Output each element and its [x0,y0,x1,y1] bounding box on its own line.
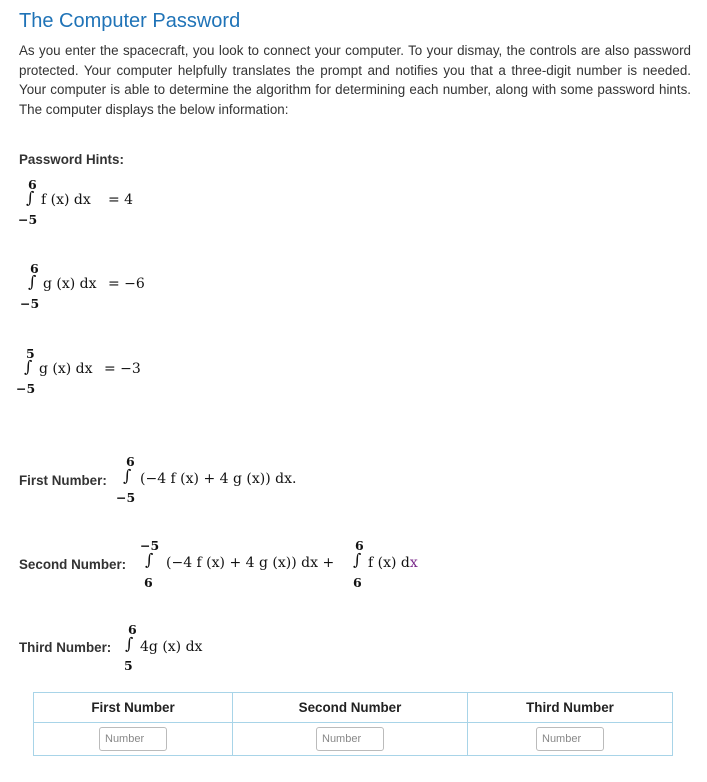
hint-1-upper-limit: 6 [28,177,37,192]
first-number-input[interactable] [99,727,167,751]
first-number-cell [34,723,233,756]
hint-2-lower-limit: −5 [20,296,40,311]
third-number-input[interactable] [536,727,604,751]
second-number-lower-limit-1: 6 [144,575,153,590]
second-number-upper-limit-2: 6 [355,538,364,553]
hint-3-integral-sign: ∫ [24,357,33,376]
answer-table-input-row [34,723,673,756]
second-number-integrand-2 [368,555,418,571]
second-number-integrand-1: (−4 f (x) + 4 g (x)) dx + [166,555,335,571]
hint-3-integrand: g (x) dx [39,361,93,377]
first-number-label: First Number: [19,473,107,488]
first-number-upper-limit: 6 [126,454,135,469]
third-number-upper-limit: 6 [128,622,137,637]
third-number-integral-sign: ∫ [125,634,134,653]
second-number-label: Second Number: [19,557,127,572]
hint-1-lower-limit: −5 [18,212,38,227]
second-number-cell [233,723,468,756]
second-number-input[interactable] [316,727,384,751]
third-number-label: Third Number: [19,640,112,655]
second-number-integrand-2-main: f (x) d [368,555,410,571]
hint-1-integrand: f (x) dx [41,192,91,208]
third-number-cell [468,723,673,756]
intro-paragraph: As you enter the spacecraft, you look to connect your computer. To your dismay, the controls are also password protected. Your computer helpfully translates the prompt and notifies you that a three-digit number is needed. Your computer is able to determine the algorithm for determining each number, along with some password hints. The computer displays the below information: [19,43,691,117]
answer-table-header-row [34,693,673,723]
hint-3-lower-limit: −5 [16,381,36,396]
hint-1-result: = 4 [108,192,134,208]
first-number-integral-sign: ∫ [123,466,132,485]
hint-3-result: = −3 [104,361,141,377]
header-third-number: Third Number [468,693,673,723]
header-second-number: Second Number [233,693,468,723]
hint-1-integral-sign: ∫ [26,188,35,207]
password-hints-label: Password Hints: [19,152,124,167]
second-number-upper-limit-1: −5 [140,538,160,553]
hint-2-upper-limit: 6 [30,261,39,276]
hint-2-integral-sign: ∫ [28,272,37,291]
page-title: The Computer Password [19,10,241,32]
first-number-integrand: (−4 f (x) + 4 g (x)) dx. [140,471,297,487]
second-number-integrand-2-tail: x [409,555,418,571]
hint-2-integrand: g (x) dx [43,276,97,292]
second-number-lower-limit-2: 6 [353,575,362,590]
second-number-integral-sign-2: ∫ [353,550,362,569]
third-number-lower-limit: 5 [124,658,133,673]
second-number-integral-sign-1: ∫ [145,550,154,569]
header-first-number: First Number [34,693,233,723]
hint-2-result: = −6 [108,276,145,292]
hint-3-upper-limit: 5 [26,346,35,361]
first-number-lower-limit: −5 [116,490,136,505]
third-number-integrand: 4g (x) dx [140,639,203,655]
answer-table [33,692,673,756]
